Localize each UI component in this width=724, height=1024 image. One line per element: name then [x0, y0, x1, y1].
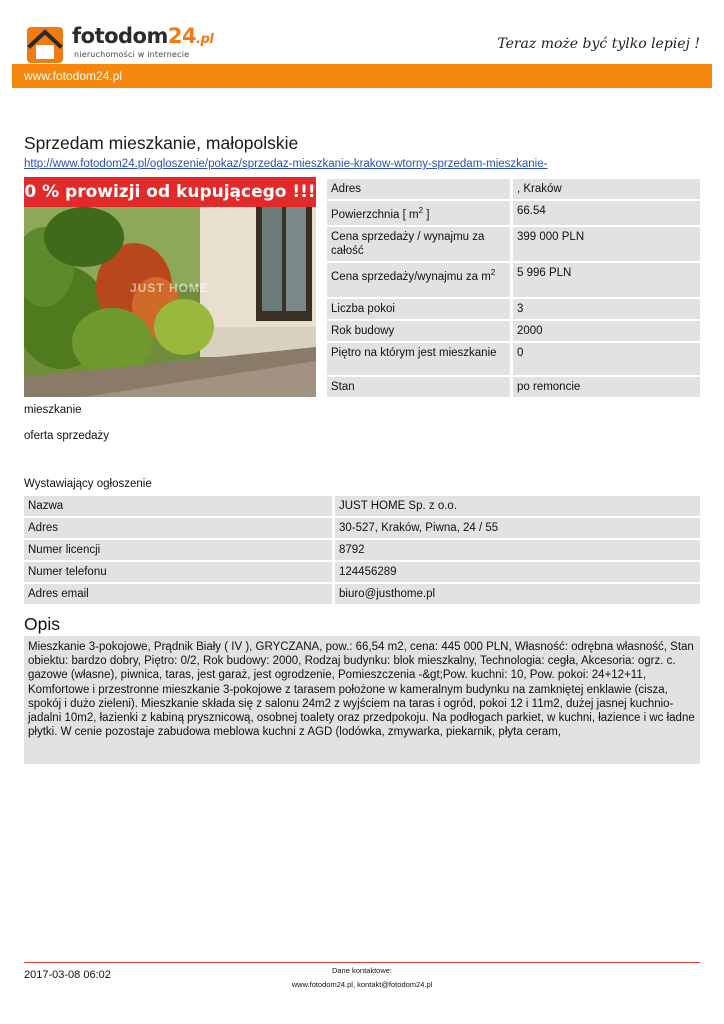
- house-logo-icon: [24, 24, 66, 64]
- listing-link[interactable]: http://www.fotodom24.pl/ogloszenie/pokaz/sprzedaz-mieszkanie-krakow-wtorny-sprzedam-mieszkanie-: [24, 158, 548, 170]
- detail-label: [327, 263, 510, 297]
- detail-label: Cena sprzedaży / wynajmu za całość: [327, 227, 510, 261]
- advertiser-value: JUST HOME Sp. z o.o.: [332, 496, 700, 516]
- detail-value: po remoncie: [510, 377, 700, 397]
- listing-photo[interactable]: [24, 177, 316, 397]
- advertiser-table: [24, 494, 700, 606]
- area-label-text: Powierzchnia [ m: [331, 208, 419, 221]
- header-bar: [12, 64, 712, 88]
- detail-row-area: [327, 201, 700, 225]
- commission-banner: 0 % prowizji od kupującego !!!: [24, 177, 316, 207]
- advertiser-value: 8792: [332, 540, 700, 560]
- slogan: Teraz może być tylko lepiej !: [497, 36, 700, 52]
- advertiser-label: Adres email: [24, 584, 332, 604]
- detail-label: Adres: [327, 179, 510, 199]
- detail-row-rooms: [327, 299, 700, 319]
- detail-label: [327, 201, 510, 225]
- detail-value: 3: [510, 299, 700, 319]
- detail-label: Piętro na którym jest mieszkanie: [327, 343, 510, 375]
- detail-value: 66.54: [510, 201, 700, 225]
- property-type: mieszkanie: [24, 404, 82, 416]
- advertiser-value[interactable]: 124456289: [332, 562, 700, 582]
- advertiser-row-name: [24, 496, 700, 516]
- site-url-link[interactable]: www.fotodom24.pl: [24, 69, 123, 83]
- footer-divider: [24, 962, 700, 963]
- advertiser-row-address: [24, 518, 700, 538]
- advertiser-value[interactable]: biuro@justhome.pl: [332, 584, 700, 604]
- area-label-tail: ]: [423, 208, 430, 221]
- advertiser-value: 30-527, Kraków, Piwna, 24 / 55: [332, 518, 700, 538]
- detail-value: 2000: [510, 321, 700, 341]
- detail-row-price-per-m2: [327, 263, 700, 297]
- detail-label: Stan: [327, 377, 510, 397]
- price-m2-label-sup: 2: [490, 267, 496, 277]
- footer-date: 2017-03-08 06:02: [24, 969, 111, 981]
- detail-row-condition: [327, 377, 700, 397]
- photo-watermark: JUST HOME: [130, 281, 210, 295]
- advertiser-heading: Wystawiający ogłoszenie: [24, 478, 152, 490]
- listing-title: Sprzedam mieszkanie, małopolskie: [24, 133, 299, 153]
- detail-value: 399 000 PLN: [510, 227, 700, 261]
- advertiser-label: Numer telefonu: [24, 562, 332, 582]
- site-logo[interactable]: [24, 22, 244, 64]
- price-m2-label-text: Cena sprzedaży/wynajmu za m: [331, 270, 491, 283]
- detail-row-address: [327, 179, 700, 199]
- description-text: Mieszkanie 3-pokojowe, Prądnik Biały ( IV ), GRYCZANA, pow.: 66,54 m2, cena: 445 000 PLN, Własność: odrębna własność, Stan obiektu: bardzo dobry, Piętro: 0/2, Rok budowy: 2000, Rodzaj budynku: blok mieszkalny, Technologia: cegła, Akcesoria: ogrz. c. gazowe (własne), piwnica, taras, jest garaż, jest ogrodzenie, Pomieszczenia -&gt;Pow. kuchni: 10, Pow. pokoi: 24+12+11, Komfortowe i przestronne mieszkanie 3-pokojowe z tarasem położone w kameralnym budynku na zamkniętej enklawie (cisza, spokój i dużo zieleni). Mieszkanie składa się z salonu 24m2 z wyjściem na taras i ogród, pokoi 12 i 11m2, dużej jasnej kuchnio-jadalni 10m2, łazienki z kabiną prysznicową, osobnej toalety oraz przedpokoju. Na podłogach parkiet, w kuchni, łazience i wc ładne płytki. W cenie pozostaje zabudowa meblowa kuchni z AGD (lodówka, zmywarka, piekarnik, płyta ceram,: [24, 636, 700, 764]
- advertiser-row-phone: [24, 562, 700, 582]
- detail-value: , Kraków: [510, 179, 700, 199]
- footer-contact-text: www.fotodom24.pl, kontakt@fotodom24.pl: [291, 980, 433, 989]
- area-label-sup: 2: [418, 206, 424, 215]
- detail-row-floor: [327, 343, 700, 375]
- footer-contact-label: Dane kontaktowe:: [331, 966, 393, 975]
- advertiser-label: Nazwa: [24, 496, 332, 516]
- details-table: [327, 177, 700, 399]
- detail-value: 5 996 PLN: [510, 263, 700, 297]
- detail-value: 0: [510, 343, 700, 375]
- description-heading: Opis: [24, 614, 60, 634]
- logo-wordmark: fotodom24.pl: [72, 24, 214, 48]
- detail-label: Liczba pokoi: [327, 299, 510, 319]
- advertiser-row-email: [24, 584, 700, 604]
- logo-tagline: nieruchomości w internecie: [74, 50, 190, 59]
- detail-row-year-built: [327, 321, 700, 341]
- advertiser-row-license: [24, 540, 700, 560]
- offer-type: oferta sprzedaży: [24, 430, 110, 442]
- detail-row-total-price: [327, 227, 700, 261]
- detail-label: Rok budowy: [327, 321, 510, 341]
- advertiser-label: Numer licencji: [24, 540, 332, 560]
- advertiser-label: Adres: [24, 518, 332, 538]
